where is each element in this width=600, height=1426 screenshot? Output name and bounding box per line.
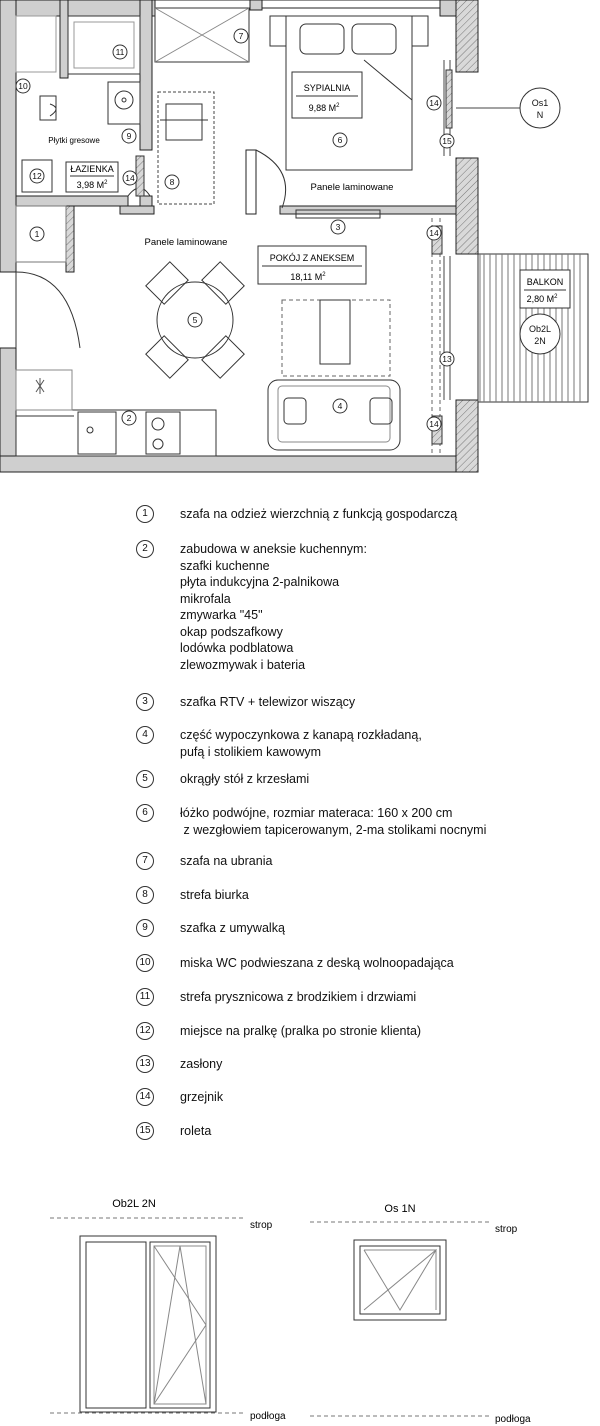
room-name-balkon: BALKON (526, 277, 564, 287)
room-name-pokoj: POKÓJ Z ANEKSEM (269, 253, 355, 263)
legend-text: łóżko podwójne, rozmiar materaca: 160 x 200 cm z wezgłowiem tapicerowanym, 2-ma stolikami nocnymi (180, 806, 487, 837)
floor-label-tiles: Płytki gresowe (48, 136, 100, 145)
elevation-os1 (310, 1222, 490, 1416)
legend-item-7 (0, 852, 600, 872)
legend-number: 15 (136, 1122, 154, 1140)
legend-number: 9 (136, 919, 154, 937)
marker-14-living-top: 14 (429, 228, 439, 238)
marker-4: 4 (337, 401, 343, 411)
window-tag-ob2l-line2: 2N (534, 336, 546, 346)
legend-text: miejsce na pralkę (pralka po stronie klienta) (180, 1024, 422, 1038)
room-name-sypialnia: SYPIALNIA (303, 83, 351, 93)
marker-12: 12 (32, 171, 42, 181)
legend-text: szafa na ubrania (180, 854, 273, 868)
room-area-balkon: 2,80 $M^2$ (526, 294, 558, 304)
elevation-os1-title: Os 1N (384, 1203, 416, 1215)
room-area-pokoj: 18,11 $M^2$ (290, 272, 326, 282)
legend-number: 4 (136, 726, 154, 744)
window-tag-ob2l-line1: Ob2L (528, 324, 552, 334)
legend-item-8 (0, 886, 600, 906)
legend-text: szafa na odzież wierzchnią z funkcją gospodarczą (180, 507, 458, 521)
elevation-ob2l-title: Ob2L 2N (112, 1198, 156, 1210)
room-name-lazienka: ŁAZIENKA (70, 164, 114, 174)
marker-6: 6 (337, 135, 343, 145)
legend-item-9 (0, 919, 600, 939)
legend-item-1 (0, 505, 600, 525)
marker-7: 7 (238, 31, 244, 41)
marker-1: 1 (34, 229, 40, 239)
legend-number: 2 (136, 540, 154, 558)
legend-item-6 (0, 804, 600, 837)
window-tag-os1-line2: N (536, 110, 544, 120)
elevation-ob2l-podloga: podłoga (250, 1411, 286, 1422)
legend-item-4 (0, 726, 600, 759)
kitchenette (16, 370, 216, 456)
entrance-door (16, 272, 80, 348)
legend-item-12 (0, 1022, 600, 1042)
legend-text: zabudowa w aneksie kuchennym: szafki kuchenne płyta indukcyjna 2-palnikowa mikrofala zmywarka "45" okap podszafkowy lodówka podblatowa zlewozmywak i bateria (180, 542, 367, 672)
legend-item-13 (0, 1055, 600, 1075)
sofa (268, 380, 400, 450)
legend-number: 5 (136, 770, 154, 788)
legend-item-3 (0, 693, 600, 713)
room-area-lazienka: 3,98 $M^2$ (76, 180, 108, 190)
marker-14-bathroom: 14 (125, 173, 135, 183)
legend-number: 1 (136, 505, 154, 523)
marker-3: 3 (335, 222, 341, 232)
legend-item-5 (0, 770, 600, 790)
marker-9: 9 (126, 131, 132, 141)
floor-label-bedroom: Panele laminowane (310, 182, 394, 193)
legend-text: grzejnik (180, 1090, 224, 1104)
room-area-sypialnia: 9,88 $M^2$ (308, 103, 340, 113)
legend-number: 12 (136, 1022, 154, 1040)
legend-number: 6 (136, 804, 154, 822)
elevation-os1-strop: strop (495, 1224, 518, 1235)
marker-5: 5 (192, 315, 198, 325)
marker-8: 8 (169, 177, 175, 187)
elevation-ob2l (50, 1218, 245, 1413)
marker-2: 2 (126, 413, 132, 423)
legend-number: 11 (136, 988, 154, 1006)
legend-text: roleta (180, 1124, 212, 1138)
legend-text: szafka RTV + telewizor wiszący (180, 695, 356, 709)
legend-item-15 (0, 1122, 600, 1142)
legend-text: miska WC podwieszana z deską wolnoopadająca (180, 956, 454, 970)
legend-item-11 (0, 988, 600, 1008)
marker-15: 15 (442, 136, 452, 146)
elevation-os1-podloga: podłoga (495, 1414, 531, 1425)
legend-text: szafka z umywalką (180, 921, 285, 935)
legend-text: strefa biurka (180, 888, 249, 902)
legend-text: zasłony (180, 1057, 223, 1071)
elevation-ob2l-strop: strop (250, 1220, 273, 1231)
window-tag-os1-line1: Os1 (531, 98, 549, 108)
legend-number: 7 (136, 852, 154, 870)
legend-item-14 (0, 1088, 600, 1108)
legend-text: okrągły stół z krzesłami (180, 772, 310, 786)
legend-number: 10 (136, 954, 154, 972)
legend-text: strefa prysznicowa z brodzikiem i drzwiami (180, 990, 417, 1004)
legend-item-2 (0, 540, 600, 672)
marker-10: 10 (18, 81, 28, 91)
legend-number: 3 (136, 693, 154, 711)
floor-label-living: Panele laminowane (144, 237, 228, 248)
coffee-table (320, 300, 350, 364)
marker-14-bedroom: 14 (429, 98, 439, 108)
marker-13: 13 (442, 354, 452, 364)
plan-markers (16, 29, 454, 431)
legend-number: 13 (136, 1055, 154, 1073)
legend-text: część wypoczynkowa z kanapą rozkładaną, pufą i stolikiem kawowym (180, 728, 422, 759)
marker-11: 11 (115, 47, 125, 57)
legend-number: 8 (136, 886, 154, 904)
legend-item-10 (0, 954, 600, 974)
desk-chair (160, 104, 208, 140)
marker-14-living-bottom: 14 (429, 419, 439, 429)
legend-number: 14 (136, 1088, 154, 1106)
